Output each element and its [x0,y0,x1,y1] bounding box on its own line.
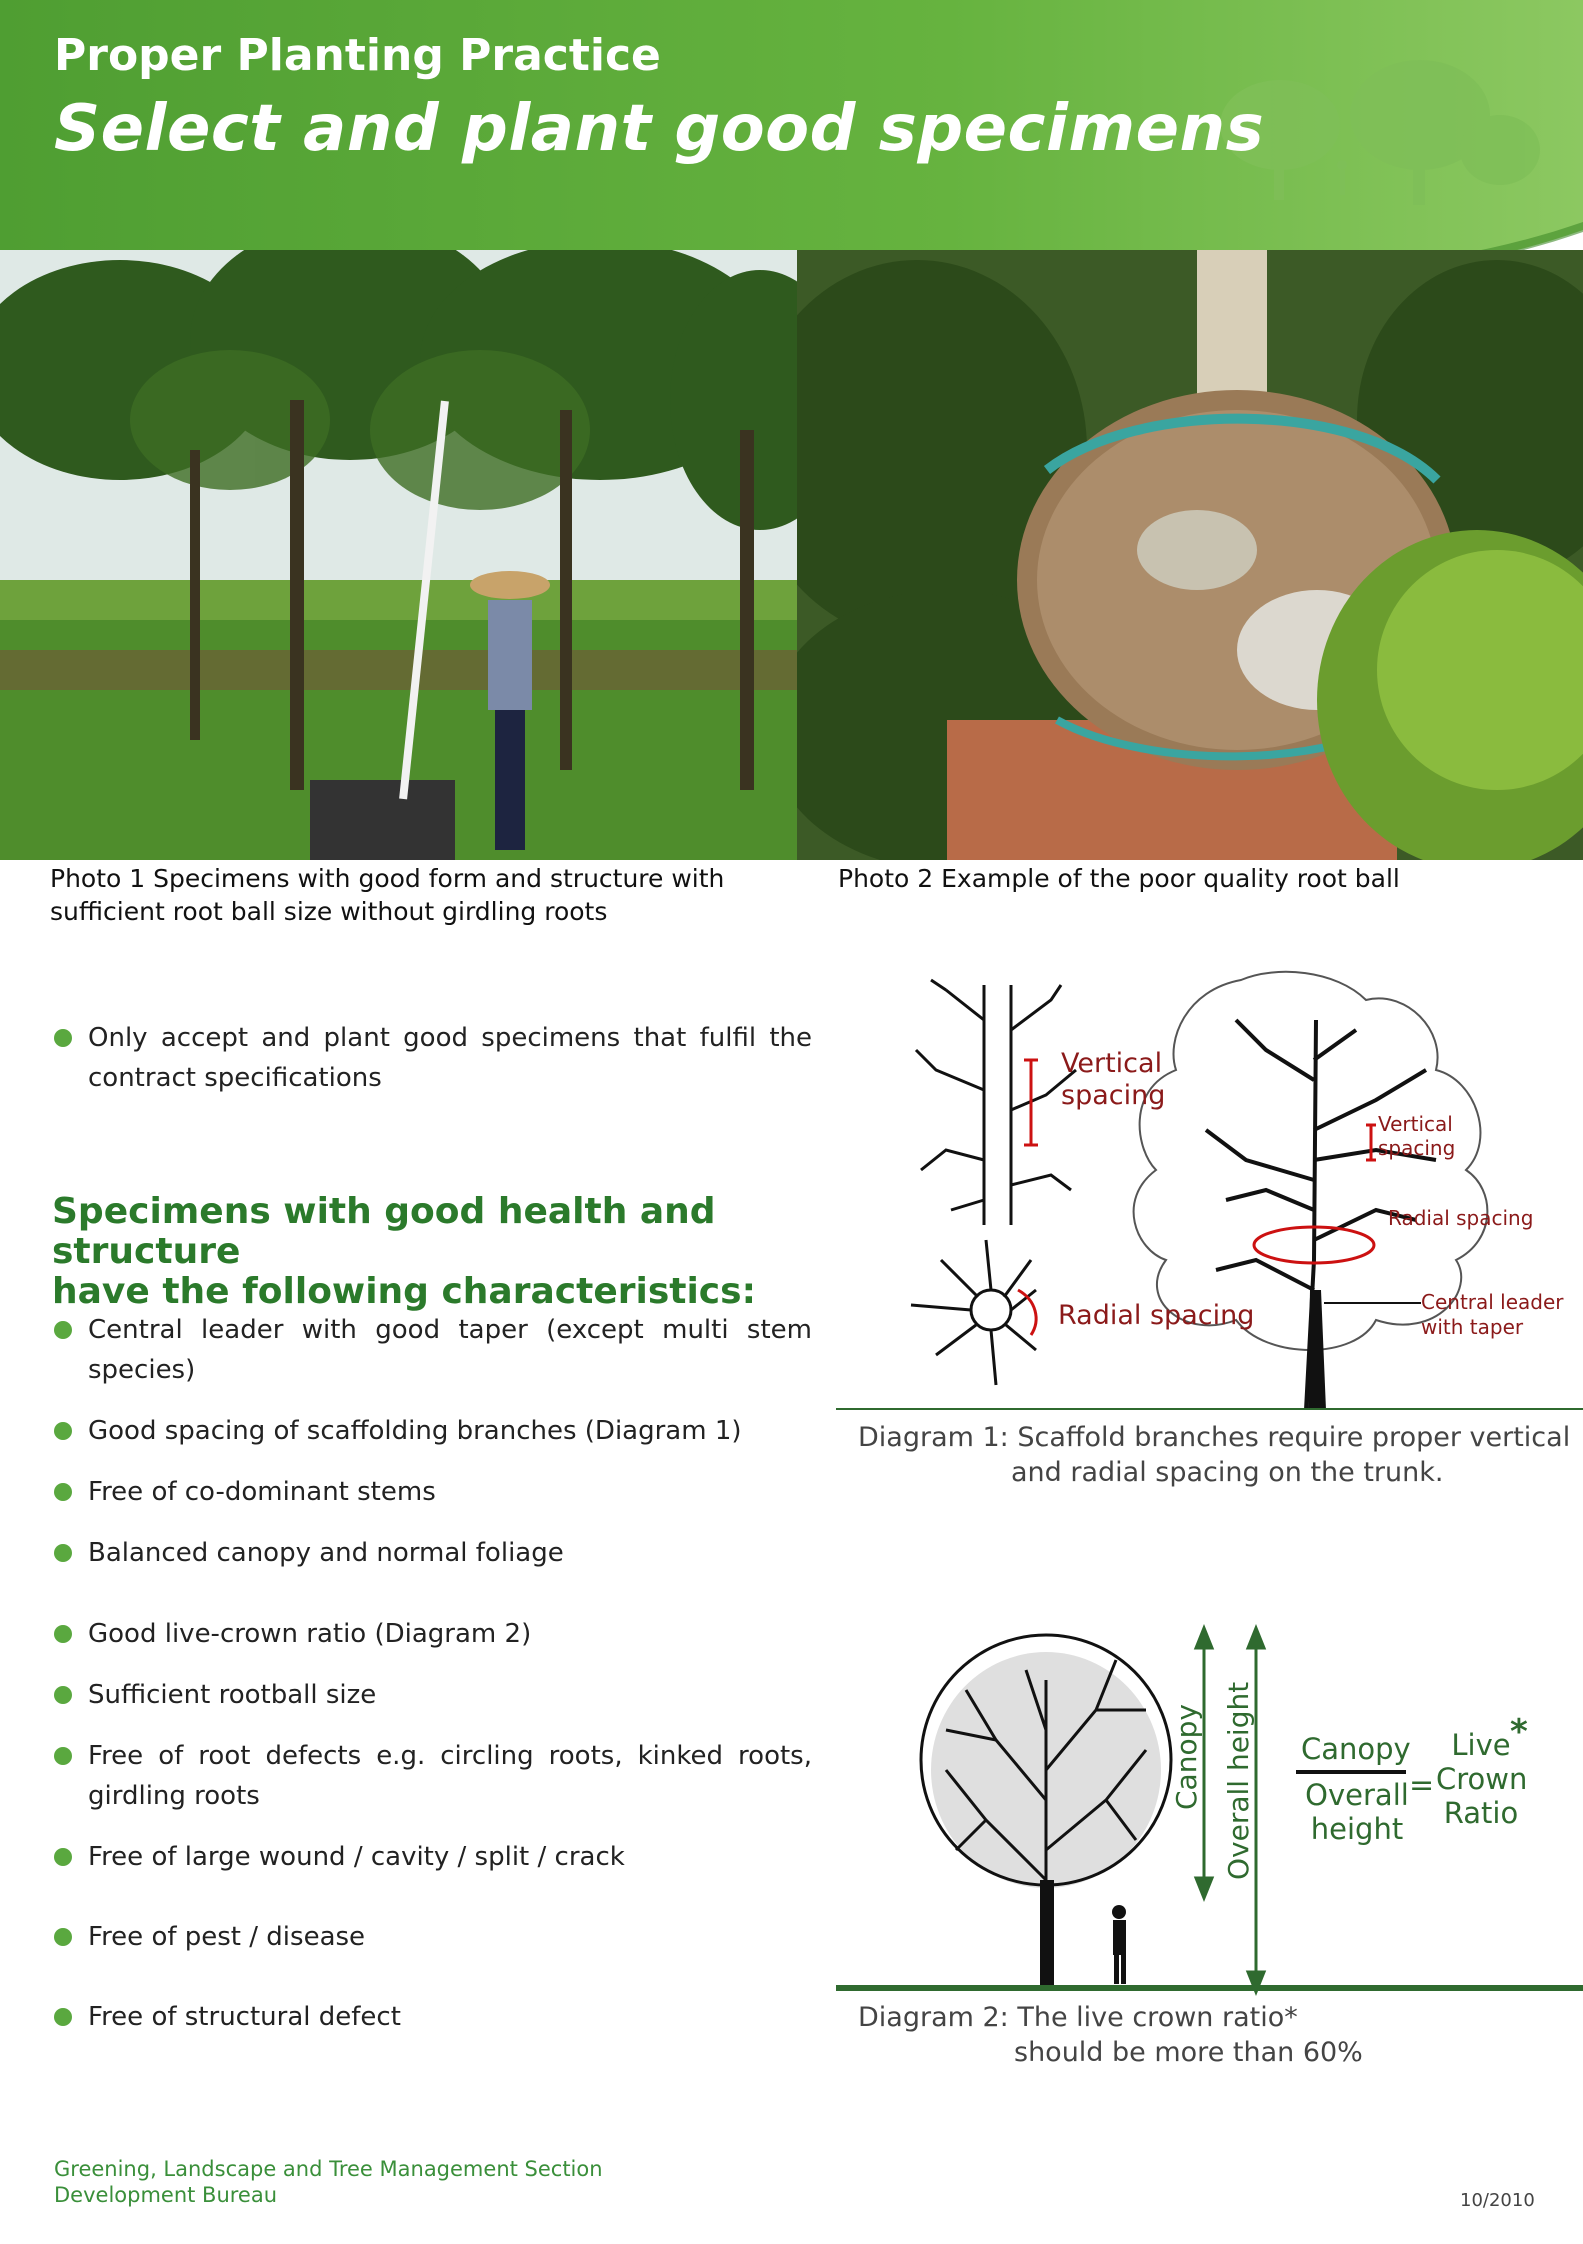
list-item: Free of pest / disease [52,1917,812,1957]
bullet-dot-icon [54,1747,72,1765]
footer-organization: Greening, Landscape and Tree Management Section Development Bureau [54,2157,603,2207]
diagram-1-scaffold-spacing [836,960,1583,1410]
label-central-leader: Central leader with taper [1421,1290,1564,1339]
list-item: Free of root defects e.g. circling roots, kinked roots, girdling roots [52,1736,812,1816]
bullet-dot-icon [54,1321,72,1339]
photo-2-caption [838,862,1558,895]
bullet-dot-icon [54,1928,72,1946]
photo-1-caption [50,862,790,928]
page-title: Select and plant good specimens [54,92,1265,166]
header-subtitle: Proper Planting Practice [54,30,661,81]
label-small-vertical-spacing: Vertical spacing [1378,1112,1456,1160]
label-radial-spacing: Radial spacing [1058,1300,1255,1331]
photo-1-text: Specimens with good form and structure with sufficient root ball size without girdling roots [50,864,725,926]
formula-denominator: Overall height [1305,1778,1409,1846]
bullet-dot-icon [54,1422,72,1440]
label-small-radial-spacing: Radial spacing [1388,1206,1534,1230]
photo-1-tree-nursery [0,250,797,860]
diagram-2-live-crown-ratio [836,1620,1583,2000]
footer-date: 10/2010 [1460,2190,1535,2211]
list-item: Central leader with good taper (except multi stem species) [52,1310,812,1390]
bullet-dot-icon [54,2008,72,2026]
bullet-dot-icon [54,1544,72,1562]
characteristics-heading: Specimens with good health and structure have the following characteristics: [52,1191,756,1312]
list-item: Free of large wound / cavity / split / crack [52,1837,812,1877]
bullet-dot-icon [54,1029,72,1047]
label-overall-height: Overall height [1222,1681,1255,1880]
list-item: Good live-crown ratio (Diagram 2) [52,1614,812,1654]
formula-equals: = [1409,1768,1435,1803]
formula-asterisk: * [1510,1712,1528,1752]
bullet-dot-icon [54,1848,72,1866]
photo-2-label: Photo 2 [838,864,934,893]
formula-result: Live Crown Ratio [1436,1728,1528,1830]
label-vertical-spacing: Vertical spacing [1061,1048,1166,1111]
photo-1-label: Photo 1 [50,864,146,893]
diagram-1-caption: Diagram 1: Scaffold branches require proper vertical and radial spacing on the trunk. [858,1422,1571,1488]
intro-bullet: Only accept and plant good specimens that fulfil the contract specifications [52,1018,812,1098]
bullet-dot-icon [54,1686,72,1704]
bullet-dot-icon [54,1625,72,1643]
bullet-dot-icon [54,1483,72,1501]
photo-2-text: Example of the poor quality root ball [941,864,1400,893]
list-item: Good spacing of scaffolding branches (Diagram 1) [52,1411,812,1451]
label-canopy: Canopy [1170,1704,1203,1810]
list-item: Free of structural defect [52,1997,812,2037]
list-item: Balanced canopy and normal foliage [52,1533,812,1573]
list-item: Free of co-dominant stems [52,1472,812,1512]
photo-2-poor-root-ball [797,250,1583,860]
formula-numerator: Canopy [1301,1732,1411,1766]
list-item: Sufficient rootball size [52,1675,812,1715]
diagram-2-caption: Diagram 2: The live crown ratio* should be more than 60% [858,2002,1363,2068]
